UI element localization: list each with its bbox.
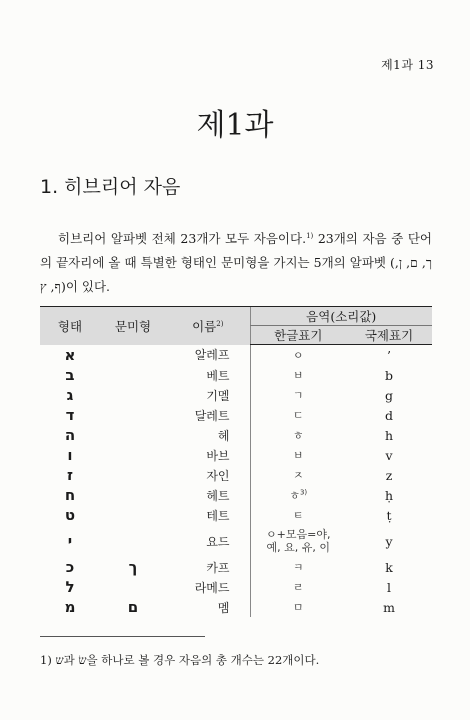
letter-name: 자인 bbox=[206, 468, 230, 483]
hebrew-letter: ח bbox=[64, 486, 76, 504]
intro-paragraph bbox=[40, 227, 432, 299]
table-row bbox=[40, 505, 432, 525]
korean-text: ㅈ bbox=[292, 469, 304, 482]
final-form bbox=[100, 465, 166, 485]
footnote-rule bbox=[40, 636, 205, 637]
intl-transcription: ḥ bbox=[384, 487, 394, 503]
korean-text: ㄱ bbox=[292, 389, 304, 402]
korean-text: ㄹ bbox=[292, 581, 304, 594]
table-row bbox=[40, 405, 432, 425]
running-header: 제1과 13 bbox=[381, 58, 434, 72]
final-form: ם bbox=[127, 598, 139, 616]
intro-text-b: 23개의 자음 중 단어의 끝자리에 올 때 특별한 형태인 문미형을 가지는 5개의 알파벳 (ך, ם, ן, ף, ץ)이 있다. bbox=[40, 230, 432, 294]
hebrew-letter: ל bbox=[65, 578, 75, 596]
final-form: ך bbox=[128, 558, 138, 576]
hebrew-letter: ג bbox=[66, 386, 74, 404]
letter-name: 달레트 bbox=[194, 408, 230, 423]
consonant-table-container bbox=[40, 306, 432, 617]
intl-transcription: ṭ bbox=[386, 507, 392, 523]
footnote-marker: 1) bbox=[306, 231, 314, 240]
korean-text: ㅁ bbox=[292, 601, 304, 614]
intl-transcription: y bbox=[385, 533, 393, 549]
intl-transcription: b bbox=[384, 367, 393, 383]
korean-transcription bbox=[250, 405, 346, 425]
korean-text: ㄷ bbox=[292, 409, 304, 422]
korean-text: ㅂ bbox=[292, 369, 304, 382]
hebrew-letter: ט bbox=[64, 506, 76, 524]
letter-name: 바브 bbox=[206, 448, 230, 463]
intl-transcription: h bbox=[384, 427, 394, 443]
header-final: 문미형 bbox=[100, 307, 166, 345]
hebrew-letter: ב bbox=[65, 366, 75, 384]
korean-transcription bbox=[250, 365, 346, 385]
intro-text-a: 히브리어 알파벳 전체 23개가 모두 자음이다. bbox=[58, 230, 307, 246]
table-body bbox=[40, 345, 432, 618]
header-name-note: 2) bbox=[216, 319, 224, 328]
korean-text: ㅂ bbox=[292, 449, 304, 462]
korean-transcription bbox=[250, 525, 346, 557]
letter-name: 헤 bbox=[217, 428, 230, 443]
intl-transcription: k bbox=[385, 559, 393, 575]
korean-transcription bbox=[250, 385, 346, 405]
letter-name: 멤 bbox=[217, 600, 230, 615]
korean-transcription bbox=[250, 465, 346, 485]
final-form bbox=[100, 485, 166, 505]
korean-transcription bbox=[250, 485, 346, 505]
table-row bbox=[40, 425, 432, 445]
korean-transcription bbox=[250, 597, 346, 617]
korean-text: ㅇ bbox=[292, 349, 304, 362]
final-form bbox=[100, 525, 166, 557]
hebrew-letter: מ bbox=[64, 598, 76, 616]
final-form bbox=[100, 577, 166, 597]
final-form bbox=[100, 385, 166, 405]
letter-name: 헤트 bbox=[206, 488, 230, 503]
intl-transcription: m bbox=[383, 599, 395, 615]
hebrew-letter: ז bbox=[66, 466, 73, 484]
final-form bbox=[100, 445, 166, 465]
korean-transcription bbox=[250, 345, 346, 366]
header-intl: 국제표기 bbox=[346, 326, 432, 345]
table-row bbox=[40, 597, 432, 617]
intl-transcription: l bbox=[387, 579, 391, 595]
hebrew-letter: כ bbox=[65, 558, 75, 576]
final-form bbox=[100, 405, 166, 425]
header-korean: 한글표기 bbox=[250, 326, 346, 345]
intl-transcription: g bbox=[384, 387, 393, 403]
consonant-table bbox=[40, 306, 432, 617]
korean-note: 3) bbox=[299, 488, 308, 497]
header-name-text: 이름 bbox=[192, 318, 217, 334]
korean-text-line2: 예, 요, 유, 이 bbox=[266, 541, 330, 554]
intl-transcription: d bbox=[384, 407, 393, 423]
table-row bbox=[40, 465, 432, 485]
letter-name: 베트 bbox=[206, 368, 230, 383]
intl-transcription: z bbox=[385, 467, 393, 483]
letter-name: 라메드 bbox=[194, 580, 230, 595]
letter-name: 요드 bbox=[206, 534, 230, 549]
letter-name: 기멜 bbox=[206, 388, 230, 403]
header-form: 형태 bbox=[40, 307, 100, 345]
korean-text: ㅇ+모음=야, bbox=[266, 528, 331, 541]
korean-transcription bbox=[250, 557, 346, 577]
korean-transcription bbox=[250, 445, 346, 465]
final-form bbox=[100, 425, 166, 445]
final-form bbox=[100, 505, 166, 525]
table-row bbox=[40, 365, 432, 385]
table-row bbox=[40, 485, 432, 505]
korean-text: ㅋ bbox=[292, 561, 304, 574]
letter-name: 테트 bbox=[206, 508, 230, 523]
korean-transcription bbox=[250, 425, 346, 445]
header-name bbox=[166, 307, 250, 345]
hebrew-letter: ד bbox=[65, 406, 75, 424]
letter-name: 알레프 bbox=[194, 348, 230, 363]
hebrew-letter: ו bbox=[67, 446, 73, 464]
table-row bbox=[40, 385, 432, 405]
table-row bbox=[40, 445, 432, 465]
intl-transcription: ’ bbox=[387, 347, 391, 363]
header-phonetic: 음역(소리값) bbox=[250, 307, 432, 326]
hebrew-letter: א bbox=[64, 345, 76, 364]
table-row bbox=[40, 345, 432, 366]
table-row bbox=[40, 557, 432, 577]
intl-transcription: v bbox=[385, 447, 393, 463]
table-row bbox=[40, 577, 432, 597]
hebrew-letter: י bbox=[67, 532, 73, 550]
korean-text: ㅎ bbox=[289, 489, 300, 502]
letter-name: 카프 bbox=[206, 560, 230, 575]
hebrew-letter: ה bbox=[64, 426, 76, 444]
korean-text: ㅌ bbox=[292, 509, 304, 522]
lesson-title: 제1과 bbox=[196, 108, 274, 144]
korean-transcription bbox=[250, 577, 346, 597]
footnote: 1) ש과 שׂ을 하나로 볼 경우 자음의 총 개수는 22개이다. bbox=[40, 653, 320, 667]
korean-transcription bbox=[250, 505, 346, 525]
table-row bbox=[40, 525, 432, 557]
korean-text: ㅎ bbox=[292, 429, 304, 442]
section-heading: 1. 히브리어 자음 bbox=[40, 176, 181, 198]
final-form bbox=[100, 345, 166, 366]
final-form bbox=[100, 365, 166, 385]
